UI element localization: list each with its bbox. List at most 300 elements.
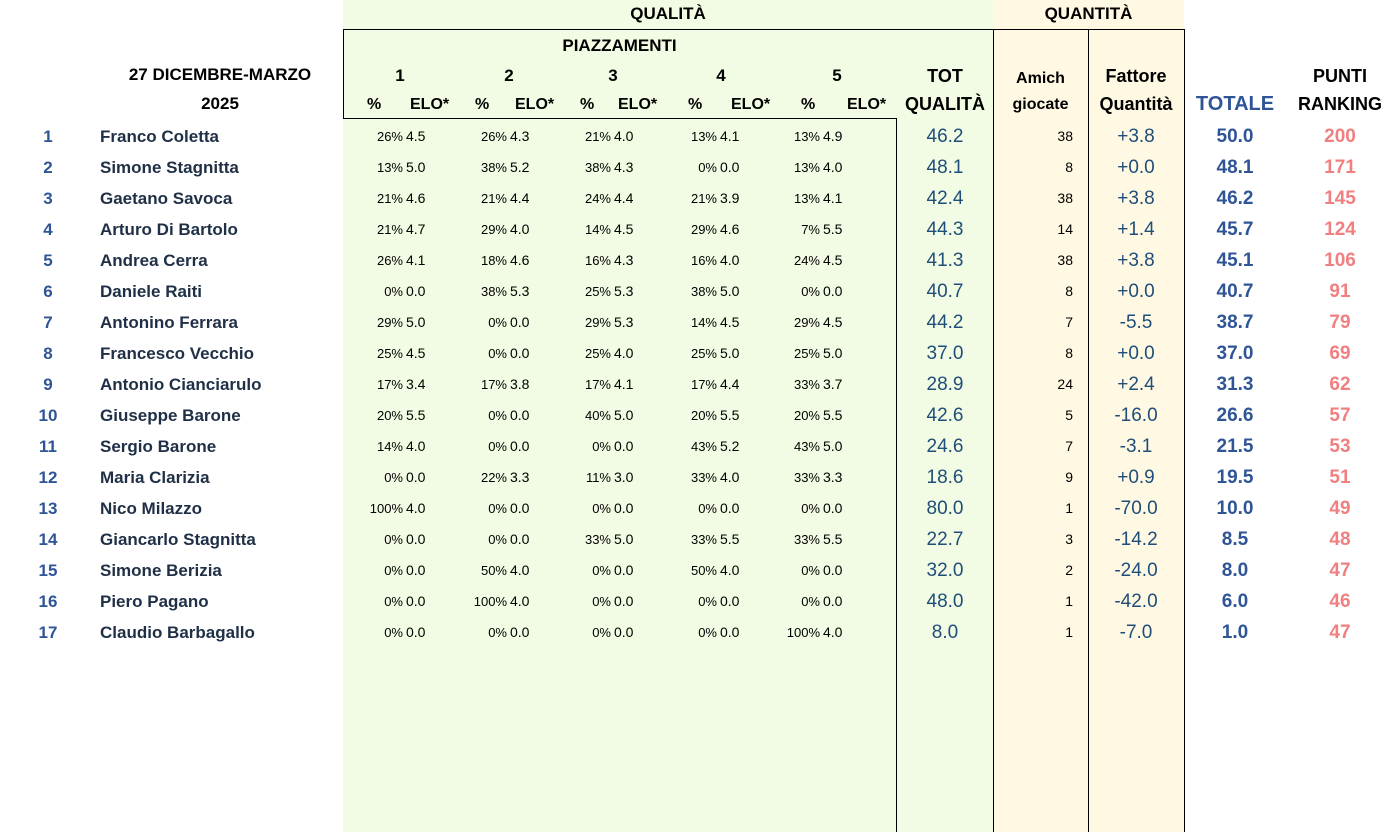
punti-ranking-value: 145 (1324, 188, 1356, 209)
amich-header-line2: giocate (1012, 96, 1069, 113)
place-3-elo: 4.5 (614, 221, 634, 237)
place-5-elo: 4.5 (823, 314, 843, 330)
place-5-percent: 20% (793, 408, 820, 423)
place-3-elo: 4.4 (614, 190, 634, 206)
header-bottom-border (343, 118, 896, 119)
place-1-elo: 4.5 (406, 345, 426, 361)
place-4-elo: 0.0 (720, 593, 740, 609)
place-1-elo: 3.4 (406, 376, 426, 392)
table-row (0, 214, 1394, 245)
player-name: Piero Pagano (100, 592, 209, 611)
player-name: Giancarlo Stagnitta (100, 530, 256, 549)
player-name: Arturo Di Bartolo (100, 220, 238, 239)
punti-ranking-value: 47 (1329, 560, 1351, 581)
fattore-quantita-value: -5.5 (1119, 312, 1153, 333)
place-1-percent: 0% (384, 625, 403, 640)
quantita-header: QUANTITÀ (1044, 4, 1133, 23)
punti-ranking-value: 53 (1329, 436, 1351, 457)
table-row (0, 338, 1394, 369)
place-1-elo: 4.5 (406, 128, 426, 144)
place-2-header: 2 (504, 66, 514, 85)
place-3-elo: 0.0 (614, 624, 634, 640)
place-3-percent: 29% (584, 315, 611, 330)
amichevoli-giocate-value: 38 (1057, 128, 1073, 144)
place-1-percent: 20% (376, 408, 403, 423)
place-2-percent: 0% (488, 408, 507, 423)
fattore-quantita-value: +1.4 (1117, 219, 1155, 240)
fattore-quantita-value: +0.0 (1117, 343, 1155, 364)
fattore-quantita-value: -42.0 (1114, 591, 1158, 612)
place-1-percent: 0% (384, 532, 403, 547)
place-4-elo: 0.0 (720, 624, 740, 640)
place-4-percent: 21% (690, 191, 717, 206)
place-5-elo: 0.0 (823, 593, 843, 609)
place-5-percent: 0% (801, 594, 820, 609)
place-2-percent: 18% (480, 253, 507, 268)
place-3-percent: 16% (584, 253, 611, 268)
place-5-elo: 5.5 (823, 531, 843, 547)
place-3-elo: 0.0 (614, 500, 634, 516)
amichevoli-giocate-value: 8 (1065, 159, 1073, 175)
totale-value: 19.5 (1216, 467, 1254, 488)
player-name: Maria Clarizia (100, 468, 210, 487)
tot-qualita-value: 42.6 (926, 405, 964, 426)
place-5-percent: 13% (793, 191, 820, 206)
fattore-quantita-value: -3.1 (1119, 436, 1153, 457)
rank-number: 8 (43, 344, 53, 363)
rank-number: 5 (43, 251, 53, 270)
place-3-percent: 40% (584, 408, 611, 423)
place-2-pct-label: % (475, 96, 490, 113)
place-5-elo: 5.5 (823, 407, 843, 423)
place-2-elo: 4.4 (510, 190, 530, 206)
place-5-elo: 4.0 (823, 159, 843, 175)
totale-value: 50.0 (1216, 126, 1254, 147)
amichevoli-giocate-value: 8 (1065, 283, 1073, 299)
punti-ranking-value: 51 (1329, 467, 1351, 488)
place-1-elo: 0.0 (406, 593, 426, 609)
place-4-elo: 5.5 (720, 531, 740, 547)
totale-value: 45.1 (1216, 250, 1254, 271)
place-2-percent: 38% (480, 160, 507, 175)
table-row (0, 121, 1394, 152)
fattore-quantita-value: -7.0 (1119, 622, 1153, 643)
place-1-elo: 5.5 (406, 407, 426, 423)
place-2-elo: 5.2 (510, 159, 530, 175)
place-5-elo: 3.3 (823, 469, 843, 485)
fattore-quantita-value: -70.0 (1114, 498, 1158, 519)
fattore-quantita-value: +0.0 (1117, 281, 1155, 302)
place-1-percent: 29% (376, 315, 403, 330)
place-1-elo: 4.0 (406, 438, 426, 454)
table-row (0, 524, 1394, 555)
place-1-percent: 0% (384, 563, 403, 578)
totale-value: 6.0 (1221, 591, 1249, 612)
place-5-header: 5 (832, 66, 842, 85)
amichevoli-giocate-value: 14 (1057, 221, 1073, 237)
place-1-percent: 21% (376, 222, 403, 237)
place-4-percent: 33% (690, 532, 717, 547)
place-5-percent: 29% (793, 315, 820, 330)
place-4-elo: 4.0 (720, 469, 740, 485)
place-5-elo: 3.7 (823, 376, 843, 392)
place-3-percent: 14% (584, 222, 611, 237)
place-4-elo: 0.0 (720, 159, 740, 175)
punti-ranking-value: 124 (1324, 219, 1356, 240)
punti-header-line2: RANKING (1298, 94, 1382, 114)
place-5-elo: 0.0 (823, 283, 843, 299)
tot-qualita-value: 28.9 (926, 374, 964, 395)
place-2-percent: 0% (488, 315, 507, 330)
place-2-percent: 22% (480, 470, 507, 485)
tot-qualita-value: 32.0 (926, 560, 964, 581)
punti-ranking-value: 171 (1324, 157, 1356, 178)
place-2-elo: 4.0 (510, 221, 530, 237)
place-4-percent: 17% (690, 377, 717, 392)
place-5-percent: 24% (793, 253, 820, 268)
fattore-quantita-value: -16.0 (1114, 405, 1158, 426)
place-3-percent: 17% (584, 377, 611, 392)
rank-number: 3 (43, 189, 53, 208)
rank-number: 2 (43, 158, 53, 177)
punti-ranking-value: 79 (1329, 312, 1351, 333)
place-4-percent: 14% (690, 315, 717, 330)
tot-qualita-value: 44.2 (926, 312, 964, 333)
totale-value: 8.0 (1221, 560, 1249, 581)
punti-ranking-value: 49 (1329, 498, 1351, 519)
place-5-percent: 33% (793, 532, 820, 547)
player-name: Franco Coletta (100, 127, 220, 146)
player-name: Giuseppe Barone (100, 406, 241, 425)
place-2-percent: 17% (480, 377, 507, 392)
place-5-percent: 13% (793, 160, 820, 175)
amichevoli-giocate-value: 8 (1065, 345, 1073, 361)
place-5-elo: 5.0 (823, 345, 843, 361)
place-3-elo: 4.0 (614, 345, 634, 361)
tot-header-line1: TOT (927, 66, 963, 86)
place-5-elo-label: ELO* (847, 96, 887, 113)
rank-number: 10 (38, 406, 58, 425)
place-1-percent: 21% (376, 191, 403, 206)
amichevoli-giocate-value: 1 (1065, 500, 1073, 516)
punti-ranking-value: 48 (1329, 529, 1351, 550)
place-5-elo: 4.1 (823, 190, 843, 206)
player-name: Simone Berizia (100, 561, 222, 580)
place-3-percent: 0% (592, 563, 611, 578)
totale-header: TOTALE (1195, 93, 1275, 115)
place-5-percent: 25% (793, 346, 820, 361)
tot-qualita-value: 42.4 (926, 188, 964, 209)
tot-qualita-value: 48.0 (926, 591, 964, 612)
totale-value: 45.7 (1216, 219, 1254, 240)
place-2-percent: 0% (488, 625, 507, 640)
table-row (0, 152, 1394, 183)
player-name: Sergio Barone (100, 437, 217, 456)
place-1-elo: 0.0 (406, 283, 426, 299)
place-3-percent: 0% (592, 625, 611, 640)
place-4-elo: 4.1 (720, 128, 740, 144)
place-2-percent: 21% (480, 191, 507, 206)
fattore-quantita-value: +3.8 (1117, 126, 1155, 147)
rank-number: 6 (43, 282, 53, 301)
amichevoli-giocate-value: 1 (1065, 593, 1073, 609)
place-1-elo: 0.0 (406, 531, 426, 547)
place-3-percent: 24% (584, 191, 611, 206)
place-4-percent: 0% (698, 625, 717, 640)
place-3-pct-label: % (580, 96, 595, 113)
amich-header-line1: Amich (1016, 70, 1065, 87)
place-5-percent: 0% (801, 501, 820, 516)
place-3-elo: 3.0 (614, 469, 634, 485)
place-5-elo: 0.0 (823, 562, 843, 578)
totale-value: 1.0 (1221, 622, 1249, 643)
table-row (0, 586, 1394, 617)
punti-ranking-value: 91 (1329, 281, 1351, 302)
tot-qualita-value: 18.6 (926, 467, 964, 488)
place-4-percent: 25% (690, 346, 717, 361)
place-5-percent: 0% (801, 284, 820, 299)
place-1-percent: 25% (376, 346, 403, 361)
amichevoli-giocate-value: 5 (1065, 407, 1073, 423)
table-row (0, 183, 1394, 214)
tot-qualita-value: 37.0 (926, 343, 964, 364)
totale-value: 48.1 (1216, 157, 1254, 178)
totale-value: 37.0 (1216, 343, 1254, 364)
place-5-elo: 5.0 (823, 438, 843, 454)
place-2-elo: 3.3 (510, 469, 530, 485)
place-4-percent: 38% (690, 284, 717, 299)
place-2-percent: 26% (480, 129, 507, 144)
totale-value: 10.0 (1216, 498, 1254, 519)
place-5-elo: 0.0 (823, 500, 843, 516)
tot-qualita-value: 40.7 (926, 281, 964, 302)
place-4-percent: 29% (690, 222, 717, 237)
place-1-elo: 4.1 (406, 252, 426, 268)
place-3-percent: 0% (592, 439, 611, 454)
place-2-percent: 0% (488, 439, 507, 454)
player-name: Simone Stagnitta (100, 158, 239, 177)
totale-value: 26.6 (1216, 405, 1254, 426)
amichevoli-giocate-value: 9 (1065, 469, 1073, 485)
place-5-percent: 33% (793, 470, 820, 485)
player-name: Antonio Cianciarulo (100, 375, 262, 394)
tot-qualita-value: 80.0 (926, 498, 964, 519)
amichevoli-giocate-value: 24 (1057, 376, 1073, 392)
place-3-elo: 4.3 (614, 252, 634, 268)
fattore-quantita-value: -14.2 (1114, 529, 1158, 550)
place-2-elo: 0.0 (510, 438, 530, 454)
place-1-elo: 0.0 (406, 562, 426, 578)
place-3-percent: 25% (584, 284, 611, 299)
player-name: Nico Milazzo (100, 499, 203, 518)
place-1-percent: 17% (376, 377, 403, 392)
place-4-elo: 5.2 (720, 438, 740, 454)
place-4-percent: 33% (690, 470, 717, 485)
place-1-elo: 5.0 (406, 159, 426, 175)
place-4-percent: 0% (698, 160, 717, 175)
punti-ranking-value: 57 (1329, 405, 1351, 426)
piazzamenti-header: PIAZZAMENTI (562, 36, 677, 55)
punti-ranking-value: 106 (1324, 250, 1356, 271)
punti-ranking-value: 69 (1329, 343, 1351, 364)
punti-ranking-value: 62 (1329, 374, 1351, 395)
place-2-elo: 4.6 (510, 252, 530, 268)
place-4-elo: 5.5 (720, 407, 740, 423)
player-name: Francesco Vecchio (100, 344, 255, 363)
place-3-percent: 33% (584, 532, 611, 547)
rank-number: 14 (38, 530, 58, 549)
place-4-percent: 16% (690, 253, 717, 268)
place-5-percent: 100% (786, 625, 820, 640)
place-4-elo: 4.0 (720, 252, 740, 268)
place-5-percent: 33% (793, 377, 820, 392)
place-1-elo: 4.6 (406, 190, 426, 206)
fattore-quantita-value: +0.9 (1117, 467, 1155, 488)
place-4-percent: 13% (690, 129, 717, 144)
fattore-quantita-value: +3.8 (1117, 250, 1155, 271)
rank-number: 11 (39, 437, 57, 456)
punti-ranking-value: 46 (1329, 591, 1351, 612)
totale-value: 8.5 (1221, 529, 1249, 550)
place-2-elo: 4.3 (510, 128, 530, 144)
totale-value: 31.3 (1216, 374, 1254, 395)
place-4-percent: 43% (690, 439, 717, 454)
totale-value: 38.7 (1216, 312, 1254, 333)
amichevoli-giocate-value: 38 (1057, 190, 1073, 206)
place-4-elo: 4.6 (720, 221, 740, 237)
qualita-header: QUALITÀ (630, 4, 706, 23)
fattore-quantita-value: -24.0 (1114, 560, 1158, 581)
player-name: Daniele Raiti (100, 282, 203, 301)
place-2-elo: 0.0 (510, 531, 530, 547)
period-title: 27 DICEMBRE-MARZO (128, 65, 312, 84)
table-row (0, 276, 1394, 307)
player-name: Gaetano Savoca (100, 189, 233, 208)
place-3-elo: 0.0 (614, 438, 634, 454)
place-3-elo: 4.1 (614, 376, 634, 392)
place-2-elo: 5.3 (510, 283, 530, 299)
place-1-percent: 26% (376, 129, 403, 144)
place-4-elo: 5.0 (720, 283, 740, 299)
place-2-elo: 0.0 (510, 345, 530, 361)
place-3-percent: 0% (592, 501, 611, 516)
fattore-header-line2: Quantità (1099, 94, 1173, 114)
place-4-percent: 20% (690, 408, 717, 423)
place-5-elo: 5.5 (823, 221, 843, 237)
place-2-percent: 0% (488, 501, 507, 516)
table-row (0, 617, 1394, 648)
tot-qualita-value: 22.7 (926, 529, 964, 550)
place-3-elo: 5.0 (614, 531, 634, 547)
amichevoli-giocate-value: 7 (1065, 438, 1073, 454)
place-1-pct-label: % (367, 96, 382, 113)
place-5-percent: 0% (801, 563, 820, 578)
place-4-elo: 4.0 (720, 562, 740, 578)
table-row (0, 431, 1394, 462)
place-1-percent: 0% (384, 470, 403, 485)
amichevoli-giocate-value: 2 (1065, 562, 1073, 578)
fattore-header-line1: Fattore (1105, 66, 1167, 86)
place-3-elo: 5.3 (614, 314, 634, 330)
place-3-elo: 5.0 (614, 407, 634, 423)
place-3-header: 3 (608, 66, 618, 85)
tot-qualita-value: 46.2 (926, 126, 964, 147)
place-5-percent: 13% (793, 129, 820, 144)
place-1-percent: 0% (384, 284, 403, 299)
rank-number: 15 (38, 561, 58, 580)
amichevoli-giocate-value: 3 (1065, 531, 1073, 547)
rank-number: 13 (38, 499, 58, 518)
place-4-elo: 5.0 (720, 345, 740, 361)
table-row (0, 245, 1394, 276)
punti-header-line1: PUNTI (1313, 66, 1367, 86)
place-4-elo: 4.5 (720, 314, 740, 330)
place-1-elo: 4.7 (406, 221, 426, 237)
place-1-percent: 100% (369, 501, 403, 516)
place-3-elo: 0.0 (614, 593, 634, 609)
amichevoli-giocate-value: 1 (1065, 624, 1073, 640)
place-4-elo: 3.9 (720, 190, 740, 206)
place-1-percent: 13% (376, 160, 403, 175)
place-5-percent: 7% (801, 222, 820, 237)
place-1-percent: 0% (384, 594, 403, 609)
place-3-percent: 38% (584, 160, 611, 175)
amichevoli-giocate-value: 38 (1057, 252, 1073, 268)
place-5-pct-label: % (801, 96, 816, 113)
place-2-elo: 4.0 (510, 593, 530, 609)
place-1-elo: 4.0 (406, 500, 426, 516)
table-row (0, 400, 1394, 431)
place-2-percent: 0% (488, 346, 507, 361)
table-row (0, 369, 1394, 400)
totale-value: 40.7 (1216, 281, 1254, 302)
fattore-quantita-value: +3.8 (1117, 188, 1155, 209)
player-name: Andrea Cerra (100, 251, 208, 270)
place-4-pct-label: % (688, 96, 703, 113)
place-3-percent: 25% (584, 346, 611, 361)
place-1-percent: 26% (376, 253, 403, 268)
place-4-header: 4 (716, 66, 726, 85)
tot-qualita-value: 41.3 (926, 250, 964, 271)
table-row (0, 493, 1394, 524)
rank-number: 12 (38, 468, 58, 487)
table-row (0, 307, 1394, 338)
place-1-percent: 14% (376, 439, 403, 454)
place-5-elo: 4.5 (823, 252, 843, 268)
place-2-elo: 0.0 (510, 624, 530, 640)
place-4-elo-label: ELO* (731, 96, 771, 113)
fattore-quantita-value: +0.0 (1117, 157, 1155, 178)
place-3-percent: 11% (585, 470, 611, 485)
place-1-header: 1 (395, 66, 405, 85)
place-3-elo: 5.3 (614, 283, 634, 299)
period-year: 2025 (201, 94, 239, 113)
rank-number: 9 (43, 375, 53, 394)
table-row (0, 555, 1394, 586)
tot-qualita-value: 44.3 (926, 219, 964, 240)
place-2-elo: 0.0 (510, 314, 530, 330)
rank-number: 1 (43, 127, 53, 146)
place-2-elo: 4.0 (510, 562, 530, 578)
place-2-percent: 0% (488, 532, 507, 547)
place-3-percent: 21% (584, 129, 611, 144)
piazzamenti-top-border (343, 29, 993, 30)
place-1-elo: 0.0 (406, 624, 426, 640)
rank-number: 7 (43, 313, 53, 332)
place-4-elo: 4.4 (720, 376, 740, 392)
player-name: Antonino Ferrara (100, 313, 238, 332)
place-2-elo: 0.0 (510, 407, 530, 423)
